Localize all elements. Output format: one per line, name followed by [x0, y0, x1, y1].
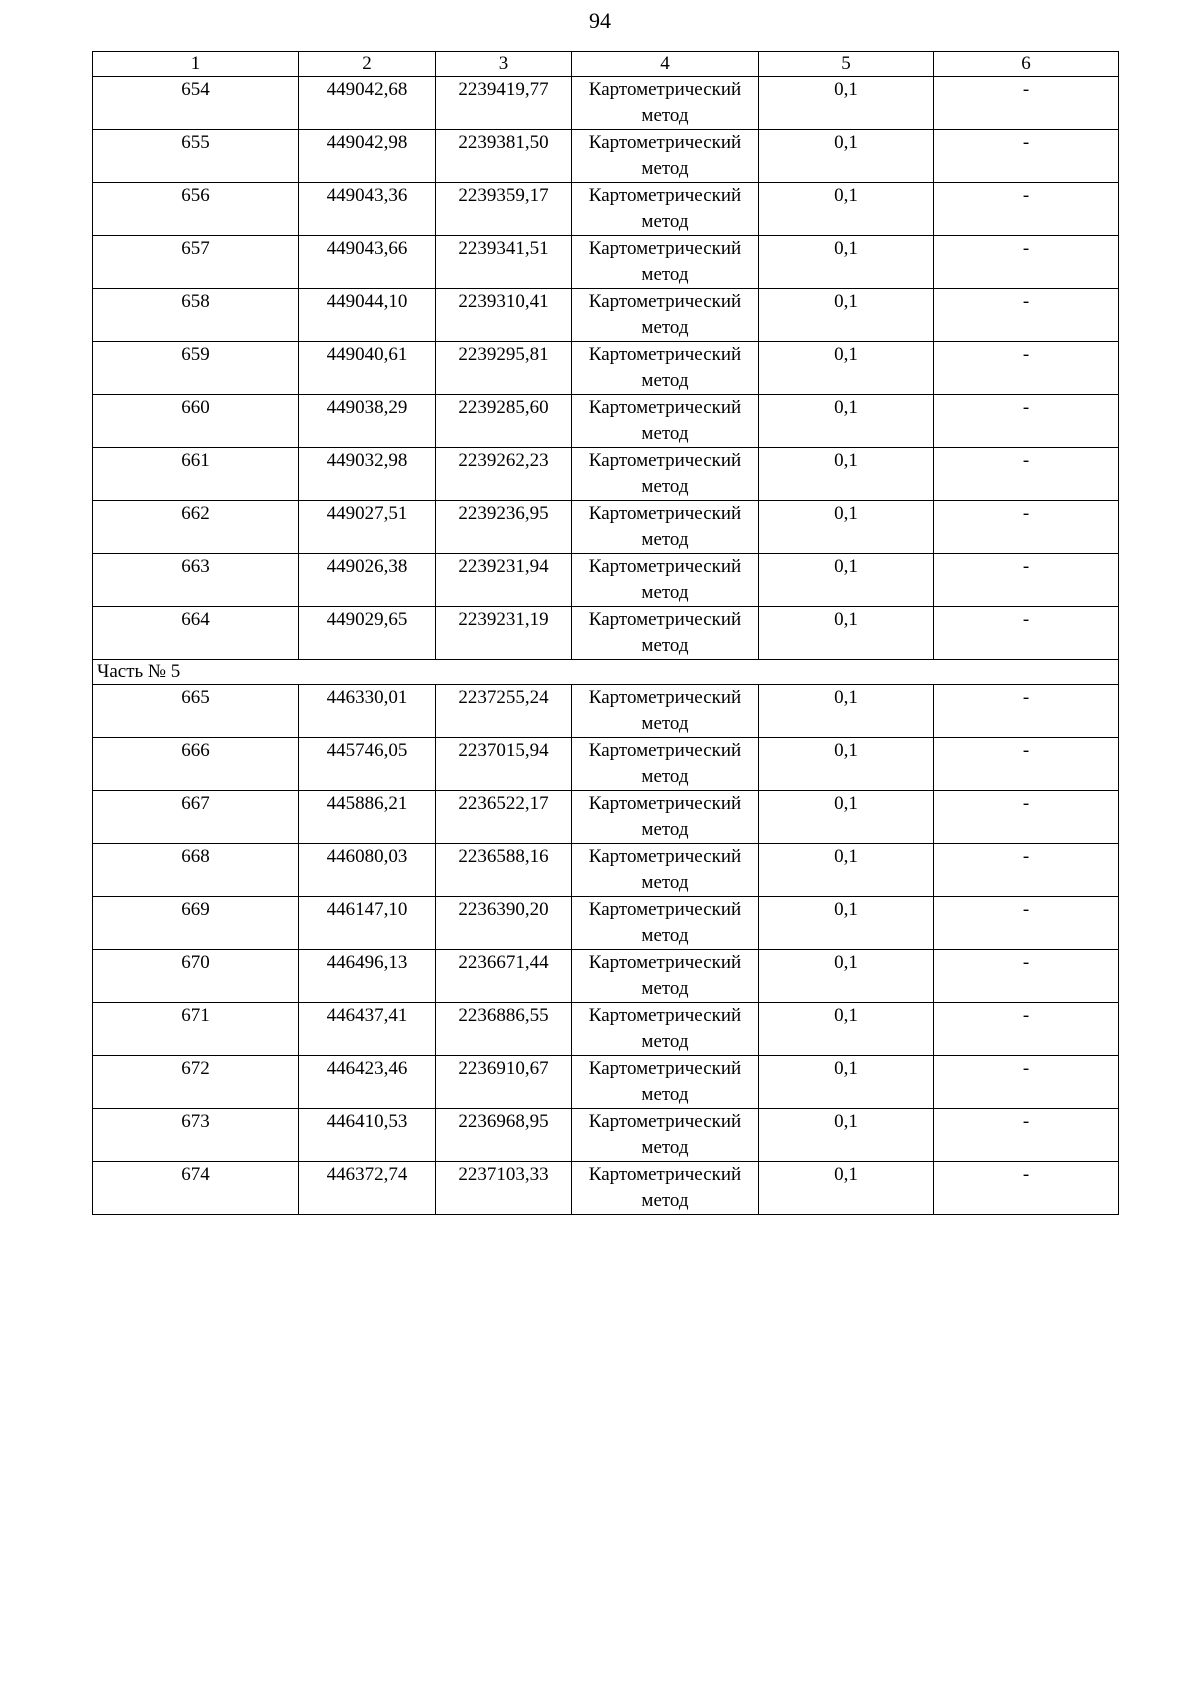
- method-text-line: метод: [641, 713, 689, 734]
- table-row: [93, 950, 1119, 1003]
- note-cell: -: [934, 183, 1119, 236]
- method-cell: [572, 395, 759, 448]
- x-coordinate-cell: 449044,10: [299, 289, 436, 342]
- column-header-3: 3: [436, 52, 572, 77]
- note-cell: -: [934, 738, 1119, 791]
- y-coordinate-cell: 2239285,60: [436, 395, 572, 448]
- method-text-line: Картометрический: [588, 503, 742, 524]
- note-cell: -: [934, 77, 1119, 130]
- y-coordinate-cell: 2239295,81: [436, 342, 572, 395]
- note-cell: -: [934, 448, 1119, 501]
- note-cell: -: [934, 844, 1119, 897]
- y-coordinate-cell: 2236671,44: [436, 950, 572, 1003]
- method-text-line: метод: [641, 925, 689, 946]
- x-coordinate-cell: 445886,21: [299, 791, 436, 844]
- accuracy-cell: 0,1: [759, 897, 934, 950]
- part-heading: Часть № 5: [93, 660, 1119, 685]
- method-cell: [572, 897, 759, 950]
- method-cell: [572, 844, 759, 897]
- y-coordinate-cell: 2237015,94: [436, 738, 572, 791]
- method-text-line: метод: [641, 317, 689, 338]
- method-cell: [572, 1003, 759, 1056]
- x-coordinate-cell: 449042,98: [299, 130, 436, 183]
- point-number-cell: 670: [93, 950, 299, 1003]
- method-cell: [572, 1056, 759, 1109]
- point-number-cell: 657: [93, 236, 299, 289]
- accuracy-cell: 0,1: [759, 342, 934, 395]
- table-row: [93, 183, 1119, 236]
- y-coordinate-cell: 2239262,23: [436, 448, 572, 501]
- accuracy-cell: 0,1: [759, 1109, 934, 1162]
- method-cell: [572, 448, 759, 501]
- method-text-line: Картометрический: [588, 556, 742, 577]
- method-text-line: Картометрический: [588, 79, 742, 100]
- method-cell: [572, 554, 759, 607]
- accuracy-cell: 0,1: [759, 183, 934, 236]
- accuracy-cell: 0,1: [759, 501, 934, 554]
- point-number-cell: 662: [93, 501, 299, 554]
- table-row: [93, 501, 1119, 554]
- table-body: [93, 77, 1119, 1215]
- method-cell: [572, 236, 759, 289]
- point-number-cell: 655: [93, 130, 299, 183]
- method-text-line: метод: [641, 1084, 689, 1105]
- column-header-1: 1: [93, 52, 299, 77]
- point-number-cell: 664: [93, 607, 299, 660]
- method-text-line: метод: [641, 978, 689, 999]
- accuracy-cell: 0,1: [759, 738, 934, 791]
- method-text-line: метод: [641, 264, 689, 285]
- y-coordinate-cell: 2236886,55: [436, 1003, 572, 1056]
- y-coordinate-cell: 2239341,51: [436, 236, 572, 289]
- note-cell: -: [934, 1109, 1119, 1162]
- note-cell: -: [934, 897, 1119, 950]
- accuracy-cell: 0,1: [759, 448, 934, 501]
- x-coordinate-cell: 449026,38: [299, 554, 436, 607]
- table-row: [93, 1109, 1119, 1162]
- method-text-line: метод: [641, 635, 689, 656]
- method-cell: [572, 342, 759, 395]
- method-text-line: Картометрический: [588, 185, 742, 206]
- accuracy-cell: 0,1: [759, 236, 934, 289]
- method-text-line: Картометрический: [588, 793, 742, 814]
- x-coordinate-cell: 446423,46: [299, 1056, 436, 1109]
- method-text-line: Картометрический: [588, 344, 742, 365]
- y-coordinate-cell: 2239231,19: [436, 607, 572, 660]
- table-header: [93, 52, 1119, 77]
- x-coordinate-cell: 449040,61: [299, 342, 436, 395]
- accuracy-cell: 0,1: [759, 395, 934, 448]
- point-number-cell: 667: [93, 791, 299, 844]
- method-text-line: метод: [641, 872, 689, 893]
- y-coordinate-cell: 2236910,67: [436, 1056, 572, 1109]
- y-coordinate-cell: 2236968,95: [436, 1109, 572, 1162]
- method-cell: [572, 130, 759, 183]
- table-row: [93, 897, 1119, 950]
- accuracy-cell: 0,1: [759, 950, 934, 1003]
- accuracy-cell: 0,1: [759, 1056, 934, 1109]
- y-coordinate-cell: 2236588,16: [436, 844, 572, 897]
- y-coordinate-cell: 2239419,77: [436, 77, 572, 130]
- column-header-5: 5: [759, 52, 934, 77]
- note-cell: -: [934, 130, 1119, 183]
- method-cell: [572, 77, 759, 130]
- table-row: [93, 236, 1119, 289]
- point-number-cell: 654: [93, 77, 299, 130]
- point-number-cell: 658: [93, 289, 299, 342]
- accuracy-cell: 0,1: [759, 1162, 934, 1215]
- method-text-line: метод: [641, 476, 689, 497]
- method-text-line: Картометрический: [588, 238, 742, 259]
- accuracy-cell: 0,1: [759, 791, 934, 844]
- point-number-cell: 672: [93, 1056, 299, 1109]
- method-cell: [572, 607, 759, 660]
- accuracy-cell: 0,1: [759, 289, 934, 342]
- method-cell: [572, 1109, 759, 1162]
- method-text-line: Картометрический: [588, 450, 742, 471]
- method-text-line: Картометрический: [588, 687, 742, 708]
- method-cell: [572, 685, 759, 738]
- y-coordinate-cell: 2237255,24: [436, 685, 572, 738]
- method-text-line: Картометрический: [588, 1005, 742, 1026]
- method-cell: [572, 501, 759, 554]
- x-coordinate-cell: 446330,01: [299, 685, 436, 738]
- accuracy-cell: 0,1: [759, 844, 934, 897]
- method-text-line: метод: [641, 423, 689, 444]
- table-row: [93, 342, 1119, 395]
- method-cell: [572, 183, 759, 236]
- x-coordinate-cell: 449038,29: [299, 395, 436, 448]
- note-cell: -: [934, 1056, 1119, 1109]
- method-cell: [572, 289, 759, 342]
- y-coordinate-cell: 2236390,20: [436, 897, 572, 950]
- accuracy-cell: 0,1: [759, 130, 934, 183]
- table-row: [93, 738, 1119, 791]
- note-cell: -: [934, 395, 1119, 448]
- method-cell: [572, 950, 759, 1003]
- coordinates-table: [92, 51, 1119, 1215]
- note-cell: -: [934, 950, 1119, 1003]
- x-coordinate-cell: 449042,68: [299, 77, 436, 130]
- method-text-line: Картометрический: [588, 291, 742, 312]
- table-row: [93, 395, 1119, 448]
- x-coordinate-cell: 449027,51: [299, 501, 436, 554]
- table-row: [93, 791, 1119, 844]
- y-coordinate-cell: 2239381,50: [436, 130, 572, 183]
- accuracy-cell: 0,1: [759, 607, 934, 660]
- note-cell: -: [934, 791, 1119, 844]
- method-text-line: Картометрический: [588, 952, 742, 973]
- note-cell: -: [934, 1162, 1119, 1215]
- column-header-2: 2: [299, 52, 436, 77]
- table-row: [93, 289, 1119, 342]
- column-header-4: 4: [572, 52, 759, 77]
- table-row: [93, 1162, 1119, 1215]
- x-coordinate-cell: 446437,41: [299, 1003, 436, 1056]
- method-text-line: метод: [641, 1031, 689, 1052]
- method-text-line: Картометрический: [588, 740, 742, 761]
- method-text-line: метод: [641, 158, 689, 179]
- x-coordinate-cell: 445746,05: [299, 738, 436, 791]
- table-row: [93, 130, 1119, 183]
- table-row: [93, 844, 1119, 897]
- table-row: [93, 1003, 1119, 1056]
- point-number-cell: 663: [93, 554, 299, 607]
- y-coordinate-cell: 2239236,95: [436, 501, 572, 554]
- method-text-line: Картометрический: [588, 609, 742, 630]
- note-cell: -: [934, 342, 1119, 395]
- y-coordinate-cell: 2239359,17: [436, 183, 572, 236]
- method-text-line: Картометрический: [588, 899, 742, 920]
- column-header-6: 6: [934, 52, 1119, 77]
- method-cell: [572, 738, 759, 791]
- note-cell: -: [934, 685, 1119, 738]
- method-text-line: метод: [641, 1137, 689, 1158]
- point-number-cell: 673: [93, 1109, 299, 1162]
- point-number-cell: 674: [93, 1162, 299, 1215]
- y-coordinate-cell: 2239310,41: [436, 289, 572, 342]
- point-number-cell: 660: [93, 395, 299, 448]
- x-coordinate-cell: 449032,98: [299, 448, 436, 501]
- y-coordinate-cell: 2236522,17: [436, 791, 572, 844]
- method-cell: [572, 1162, 759, 1215]
- table-row: [93, 685, 1119, 738]
- table-row: [93, 1056, 1119, 1109]
- method-text-line: Картометрический: [588, 846, 742, 867]
- point-number-cell: 669: [93, 897, 299, 950]
- method-text-line: метод: [641, 1190, 689, 1211]
- point-number-cell: 661: [93, 448, 299, 501]
- note-cell: -: [934, 1003, 1119, 1056]
- method-text-line: метод: [641, 211, 689, 232]
- point-number-cell: 656: [93, 183, 299, 236]
- accuracy-cell: 0,1: [759, 1003, 934, 1056]
- method-text-line: Картометрический: [588, 1164, 742, 1185]
- x-coordinate-cell: 449029,65: [299, 607, 436, 660]
- point-number-cell: 665: [93, 685, 299, 738]
- point-number-cell: 668: [93, 844, 299, 897]
- x-coordinate-cell: 446372,74: [299, 1162, 436, 1215]
- method-text-line: метод: [641, 529, 689, 550]
- method-text-line: метод: [641, 105, 689, 126]
- y-coordinate-cell: 2237103,33: [436, 1162, 572, 1215]
- table-row: [93, 77, 1119, 130]
- table-row: [93, 554, 1119, 607]
- accuracy-cell: 0,1: [759, 685, 934, 738]
- point-number-cell: 659: [93, 342, 299, 395]
- note-cell: -: [934, 554, 1119, 607]
- y-coordinate-cell: 2239231,94: [436, 554, 572, 607]
- note-cell: -: [934, 236, 1119, 289]
- accuracy-cell: 0,1: [759, 554, 934, 607]
- point-number-cell: 666: [93, 738, 299, 791]
- x-coordinate-cell: 449043,66: [299, 236, 436, 289]
- part-heading-row: [93, 660, 1119, 685]
- method-text-line: Картометрический: [588, 1058, 742, 1079]
- method-cell: [572, 791, 759, 844]
- x-coordinate-cell: 446147,10: [299, 897, 436, 950]
- table-row: [93, 448, 1119, 501]
- method-text-line: метод: [641, 370, 689, 391]
- header-row: [93, 52, 1119, 77]
- accuracy-cell: 0,1: [759, 77, 934, 130]
- method-text-line: Картометрический: [588, 1111, 742, 1132]
- note-cell: -: [934, 607, 1119, 660]
- table-row: [93, 607, 1119, 660]
- x-coordinate-cell: 446410,53: [299, 1109, 436, 1162]
- point-number-cell: 671: [93, 1003, 299, 1056]
- x-coordinate-cell: 446080,03: [299, 844, 436, 897]
- x-coordinate-cell: 446496,13: [299, 950, 436, 1003]
- note-cell: -: [934, 289, 1119, 342]
- page-number: 94: [589, 8, 611, 33]
- note-cell: -: [934, 501, 1119, 554]
- method-text-line: Картометрический: [588, 397, 742, 418]
- method-text-line: Картометрический: [588, 132, 742, 153]
- method-text-line: метод: [641, 819, 689, 840]
- method-text-line: метод: [641, 766, 689, 787]
- method-text-line: метод: [641, 582, 689, 603]
- x-coordinate-cell: 449043,36: [299, 183, 436, 236]
